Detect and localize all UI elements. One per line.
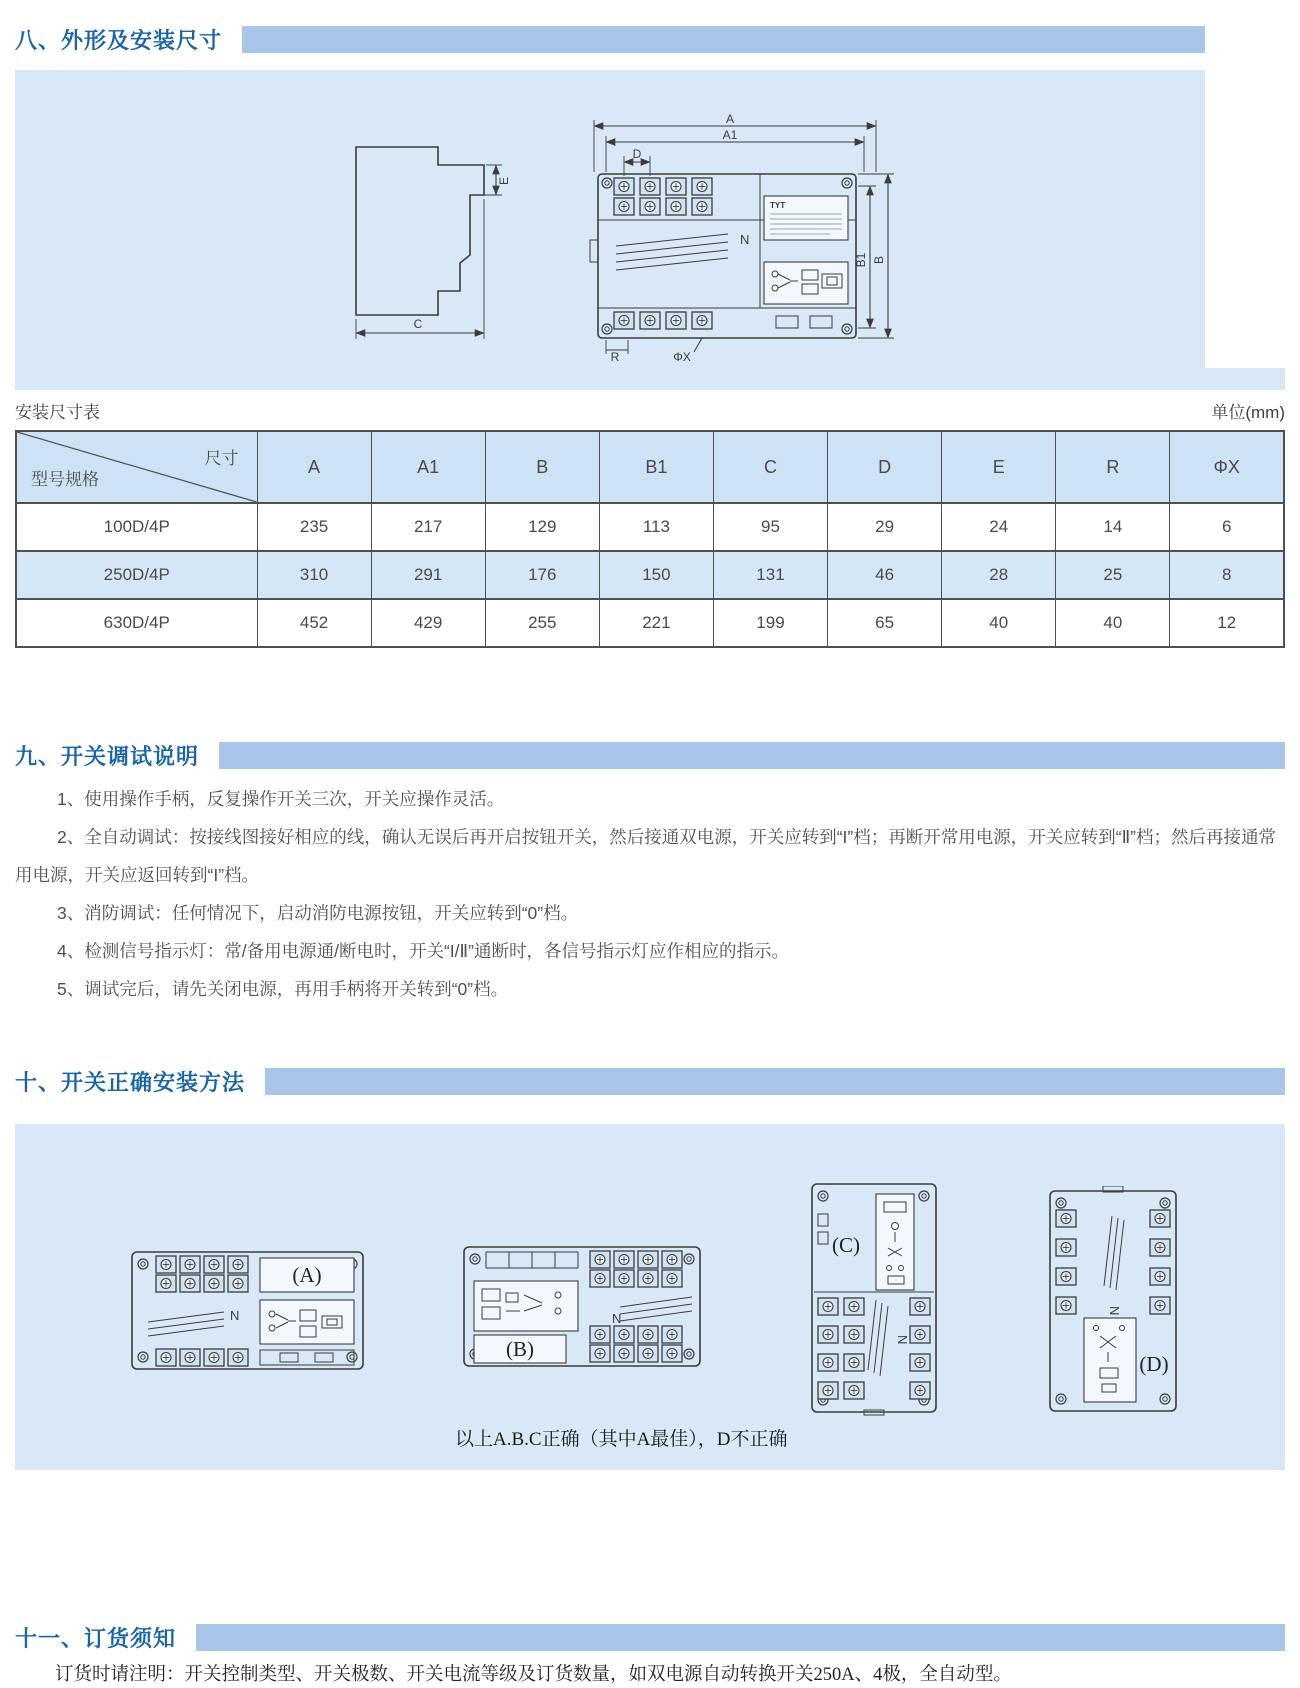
device-d-n: N <box>1107 1306 1122 1316</box>
hatch-lines <box>868 1300 888 1376</box>
column-header: A1 <box>371 431 485 503</box>
section10-header <box>15 1066 1285 1096</box>
dim-cell: 95 <box>713 503 827 551</box>
table-caption: 安装尺寸表 <box>15 403 100 422</box>
installation-caption: 以上A.B.C正确（其中A最佳），D不正确 <box>455 1429 788 1450</box>
dim-b1-label: B1 <box>854 252 868 268</box>
column-header: ΦX <box>1170 431 1284 503</box>
dim-a-label: A <box>725 112 735 126</box>
column-header: E <box>942 431 1056 503</box>
dim-cell: 217 <box>371 503 485 551</box>
dim-d <box>624 147 650 176</box>
table-row <box>16 599 1284 647</box>
dim-cell: 452 <box>257 599 371 647</box>
instruction-item: 5、调试完后，请先关闭电源，再用手柄将开关转到“0”档。 <box>57 979 509 999</box>
debug-instructions <box>15 780 1287 1008</box>
dim-b-label: B <box>872 255 886 265</box>
installation-dimension-table <box>15 430 1285 648</box>
dim-r <box>606 340 628 362</box>
instruction-item: 1、使用操作手柄，反复操作开关三次，开关应操作灵活。 <box>57 789 505 809</box>
dim-phix <box>673 338 702 362</box>
column-header: B1 <box>599 431 713 503</box>
dim-cell: 28 <box>942 551 1056 599</box>
ordering-note: 订货时请注明：开关控制类型、开关极数、开关电流等级及订货数量，如双电源自动转换开关250A、4极，全自动型。 <box>55 1665 1012 1685</box>
dim-cell: 113 <box>599 503 713 551</box>
dim-cell: 310 <box>257 551 371 599</box>
device-b-drawing <box>462 1243 702 1370</box>
diagonal-header-cell <box>16 431 257 503</box>
device-b-label: (B) <box>506 1337 534 1361</box>
dim-phix-label: ΦX <box>673 350 691 362</box>
device-c-label: (C) <box>832 1233 860 1257</box>
model-cell: 630D/4P <box>16 599 257 647</box>
front-view-drawing <box>570 112 900 362</box>
dimension-drawings-panel <box>15 70 1205 368</box>
dim-e-label: E <box>497 176 511 186</box>
section10-title: 十、开关正确安装方法 <box>15 1069 246 1095</box>
table-meta-row <box>15 398 1285 423</box>
dim-cell: 221 <box>599 599 713 647</box>
device-c-n: N <box>895 1335 910 1345</box>
rail-strip <box>486 1252 578 1268</box>
instruction-item: 4、检测信号指示灯：常/备用电源通/断电时，开关“I/Ⅱ”通断时，各信号指示灯应作相应的指示。 <box>57 941 789 961</box>
device-d-drawing <box>1048 1186 1178 1416</box>
dim-a1 <box>606 128 864 172</box>
device-a-drawing <box>130 1248 365 1373</box>
corner-label-size: 尺寸 <box>204 449 239 468</box>
dim-c <box>356 199 484 339</box>
dim-cell: 429 <box>371 599 485 647</box>
instruction-item: 2、全自动调试：按接线图接好相应的线，确认无误后再开启按钮开关，然后接通双电源，开关应转到“I”档；再断开常用电源，开关应转到“Ⅱ”档；然后再接通常用电源，开关应返回转到“I”档。 <box>15 827 1277 885</box>
section10-title-bar <box>265 1068 1285 1095</box>
column-header: B <box>485 431 599 503</box>
section11-header <box>15 1622 1285 1652</box>
dim-cell: 235 <box>257 503 371 551</box>
installation-methods-panel <box>15 1124 1285 1470</box>
hatch-lines <box>148 1312 224 1336</box>
dim-d-label: D <box>632 147 642 161</box>
hatch-lines <box>616 234 728 270</box>
control-plate <box>260 1300 354 1344</box>
dim-cell: 291 <box>371 551 485 599</box>
side-view-drawing <box>340 115 520 350</box>
dim-cell: 14 <box>1056 503 1170 551</box>
dim-cell: 6 <box>1170 503 1284 551</box>
dim-cell: 150 <box>599 551 713 599</box>
bottom-terminal-row <box>614 312 832 329</box>
section9-header <box>15 740 1285 770</box>
dim-cell: 131 <box>713 551 827 599</box>
dim-cell: 40 <box>942 599 1056 647</box>
model-cell: 100D/4P <box>16 503 257 551</box>
din-tab <box>590 240 598 262</box>
column-header: D <box>828 431 942 503</box>
column-header: R <box>1056 431 1170 503</box>
section8-header <box>15 24 1205 54</box>
column-header: A <box>257 431 371 503</box>
corner-label-model: 型号规格 <box>31 470 99 489</box>
control-plate <box>1084 1318 1136 1402</box>
dim-cell: 199 <box>713 599 827 647</box>
dim-cell: 129 <box>485 503 599 551</box>
section9-title-bar <box>219 742 1285 769</box>
unit-label: 单位(mm) <box>1211 403 1285 422</box>
rail-strip <box>260 1350 354 1365</box>
hatch-lines <box>620 1297 692 1321</box>
dim-cell: 40 <box>1056 599 1170 647</box>
table-row <box>16 551 1284 599</box>
brand-plate <box>764 196 848 240</box>
dim-cell: 65 <box>828 599 942 647</box>
dim-cell: 176 <box>485 551 599 599</box>
section11-title: 十一、订货须知 <box>15 1625 177 1651</box>
front-n-label: N <box>740 232 750 247</box>
device-c-drawing <box>810 1180 938 1416</box>
dim-e <box>472 165 511 195</box>
dim-cell: 25 <box>1056 551 1170 599</box>
dim-a1-label: A1 <box>722 128 738 142</box>
section8-title-bar <box>242 26 1205 53</box>
column-header: C <box>713 431 827 503</box>
dim-cell: 24 <box>942 503 1056 551</box>
dim-cell: 46 <box>828 551 942 599</box>
brand-label: TYT <box>770 201 786 210</box>
dim-r-label: R <box>610 350 620 362</box>
hatch-lines <box>1104 1216 1124 1290</box>
control-plate <box>764 262 848 304</box>
top-terminal-grid <box>614 178 712 215</box>
panel-bottom-strip <box>15 368 1285 390</box>
dim-cell: 12 <box>1170 599 1284 647</box>
terminal-grid <box>590 1251 682 1362</box>
instruction-item: 3、消防调试：任何情况下，启动消防电源按钮，开关应转到“0”档。 <box>57 903 579 923</box>
table-header-row <box>16 431 1284 503</box>
table-row <box>16 503 1284 551</box>
dim-c-label: C <box>413 317 423 331</box>
control-plate <box>876 1194 914 1290</box>
dim-cell: 8 <box>1170 551 1284 599</box>
side-profile <box>356 147 484 315</box>
section9-title: 九、开关调试说明 <box>15 743 200 769</box>
device-b-n: N <box>612 1311 622 1326</box>
model-cell: 250D/4P <box>16 551 257 599</box>
device-a-label: (A) <box>292 1263 322 1287</box>
device-a-n: N <box>230 1308 240 1323</box>
control-plate <box>474 1281 578 1331</box>
section8-title: 八、外形及安装尺寸 <box>15 27 223 53</box>
dim-cell: 255 <box>485 599 599 647</box>
dim-cell: 29 <box>828 503 942 551</box>
section11-title-bar <box>196 1624 1285 1651</box>
device-d-label: (D) <box>1139 1352 1169 1376</box>
